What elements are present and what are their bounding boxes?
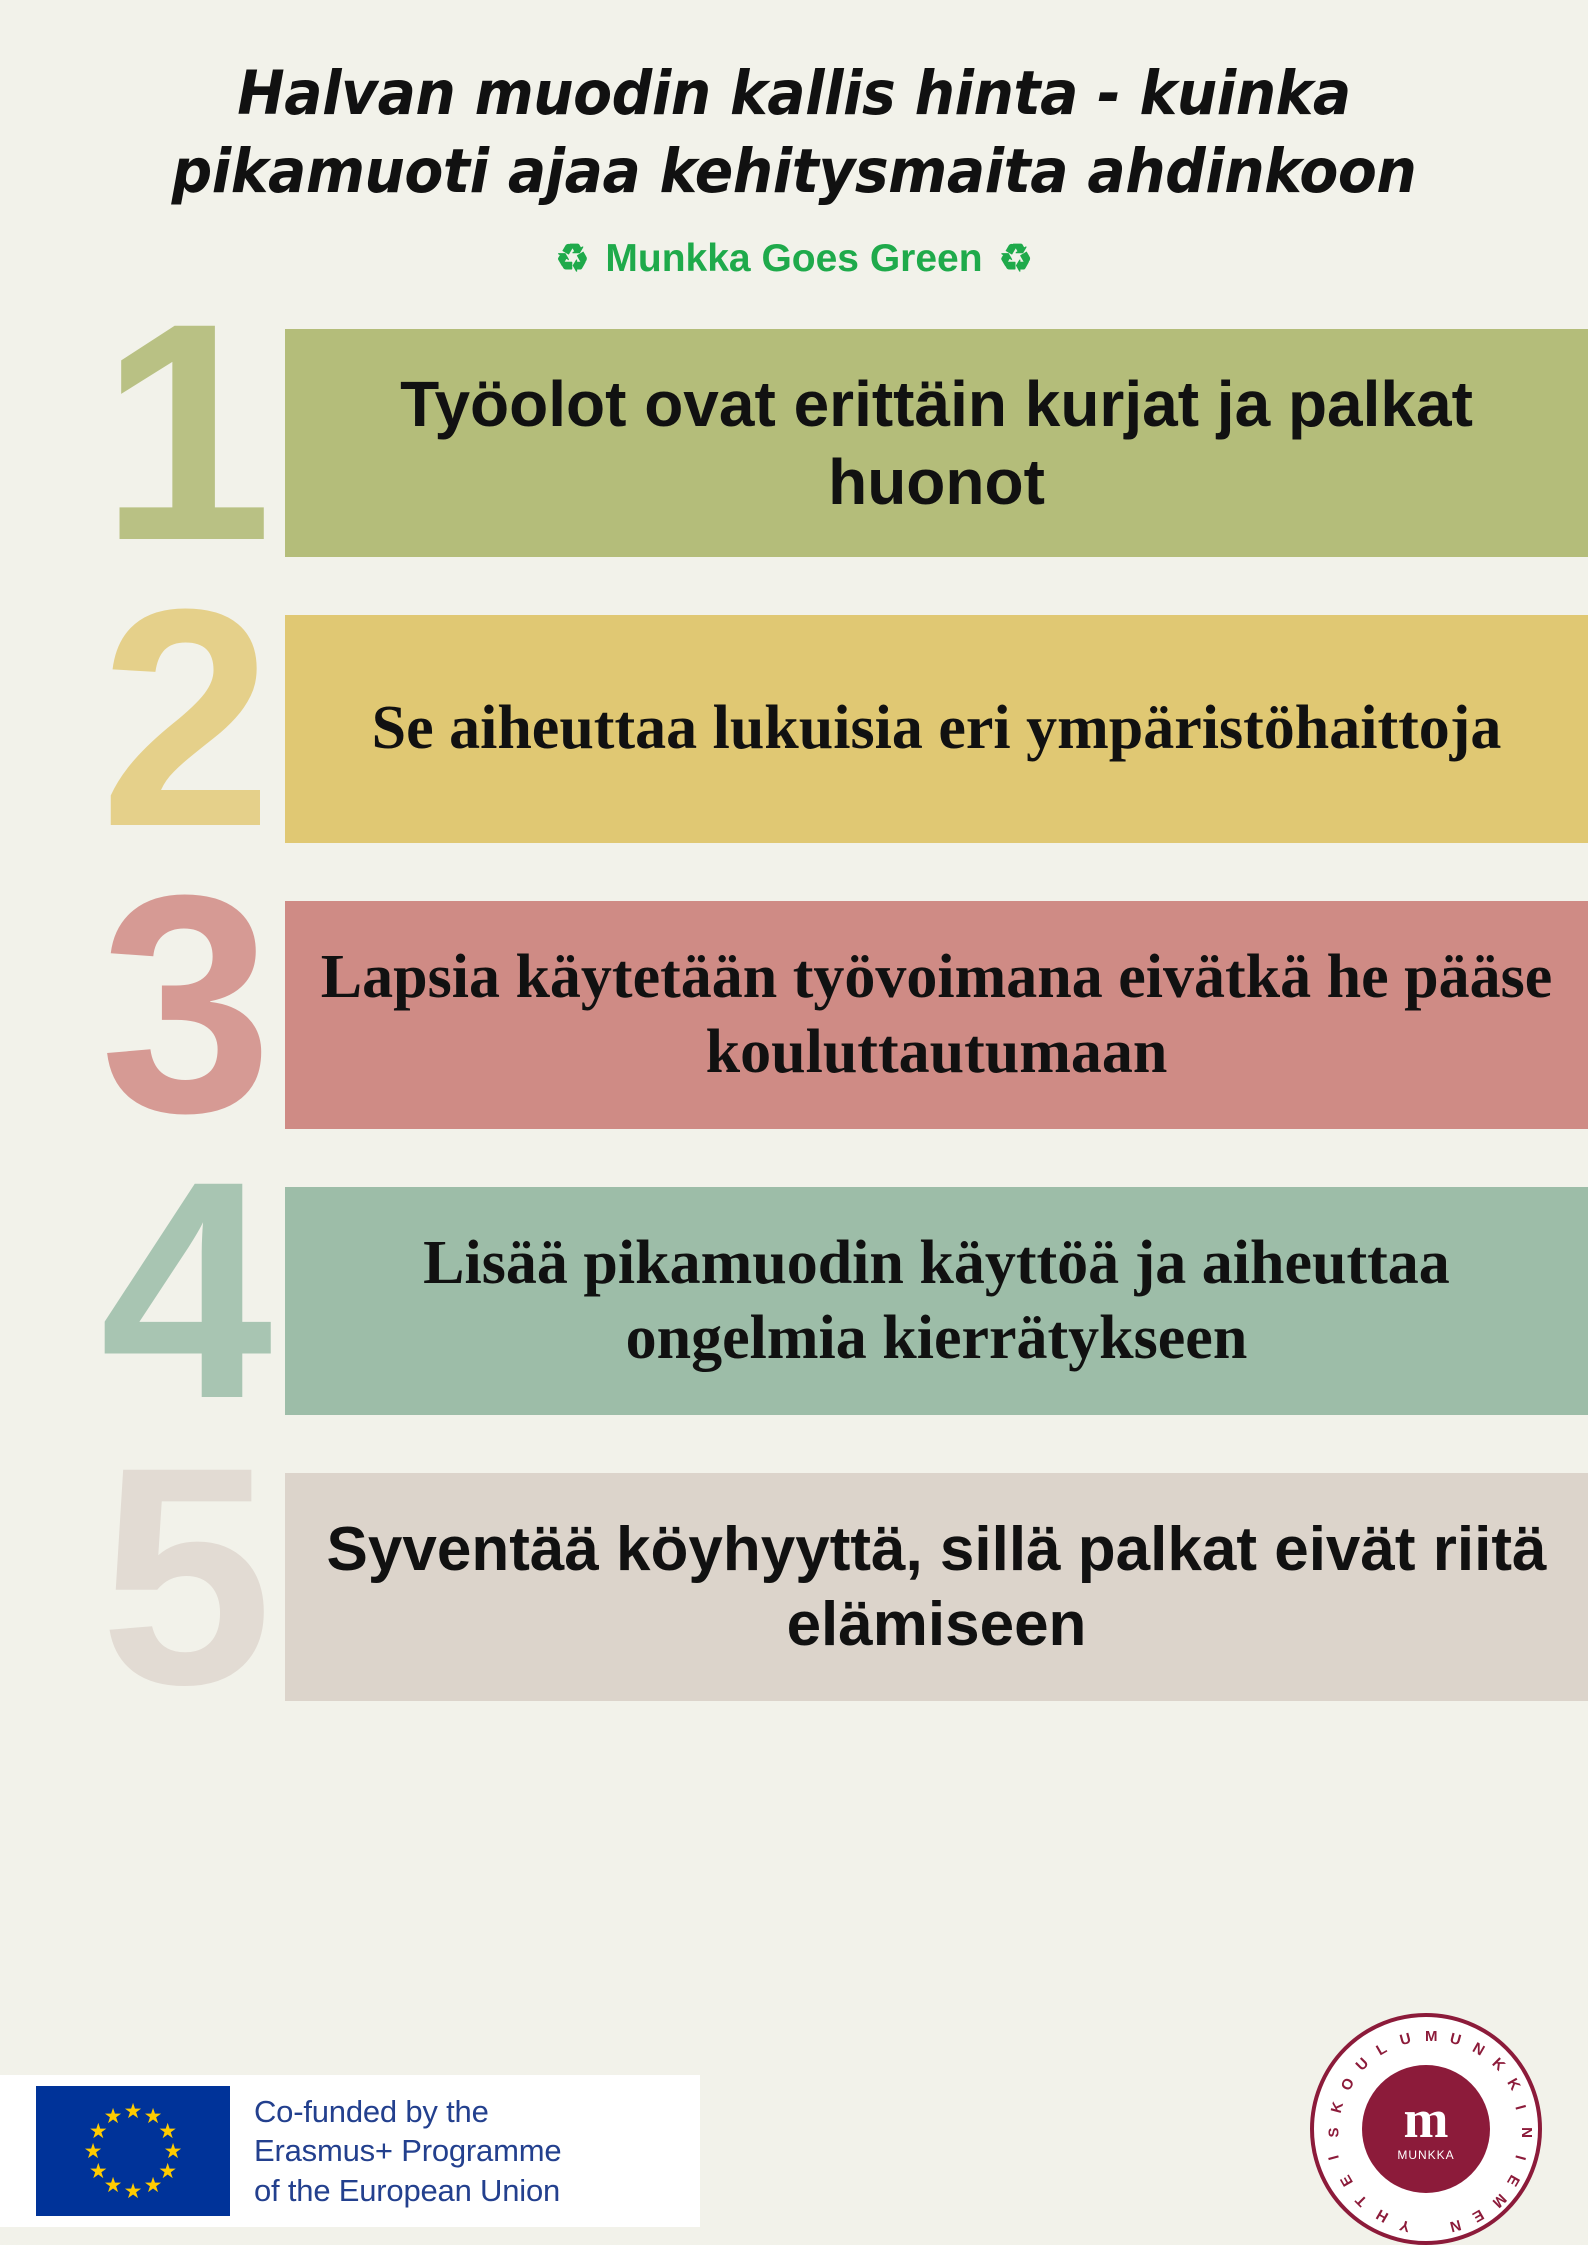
title-block — [0, 0, 1588, 281]
school-ring-letter: Y — [1398, 2215, 1413, 2235]
school-ring-letter: S — [1325, 2127, 1343, 2138]
eu-cofunding-text — [254, 2092, 561, 2210]
eu-cofunding-badge — [0, 2075, 700, 2227]
school-name-label: MUNKKA — [1397, 2148, 1455, 2162]
eu-text-line-1: Co-funded by the — [254, 2093, 489, 2129]
list-item-label: Lisää pikamuodin käyttöä ja aiheuttaa ongelmia kierrätykseen — [423, 1228, 1450, 1373]
subtitle-label: Munkka Goes Green — [605, 237, 983, 281]
list-item-bar — [285, 329, 1588, 557]
school-ring-letter: K — [1503, 2075, 1524, 2094]
list-item-label: Lapsia käytetään työvoimana eivätkä he pääse kouluttautumaan — [320, 942, 1553, 1087]
list-item — [0, 830, 1588, 1178]
school-ring-letter: H — [1373, 2205, 1392, 2226]
list-item-bar — [285, 615, 1588, 843]
school-ring-letter: U — [1398, 2030, 1413, 2050]
list-item-label: Työolot ovat erittäin kurjat ja palkat huonot — [400, 368, 1473, 519]
page-title: Halvan muodin kallis hinta - kuinka pikamuoti ajaa kehitysmaita ahdinkoon — [171, 58, 1417, 208]
school-ring-letter: E — [1469, 2205, 1487, 2226]
list-item — [0, 544, 1588, 892]
school-ring-letter: I — [1325, 2153, 1344, 2162]
school-ring-letter: E — [1337, 2171, 1357, 2190]
school-logo — [1310, 2013, 1542, 2245]
eu-star-icon: ★ — [143, 2104, 163, 2128]
school-ring-letter: L — [1373, 2039, 1390, 2060]
recycle-icon-left: ♻ — [555, 238, 590, 281]
eu-star-icon: ★ — [158, 2119, 178, 2143]
school-ring-letter: O — [1337, 2075, 1358, 2094]
list-item — [0, 1402, 1588, 1750]
list-item-bar — [285, 901, 1588, 1129]
list-item-number: 4 — [100, 1116, 273, 1464]
eu-star-icon: ★ — [103, 2174, 123, 2198]
list-item-bar — [285, 1187, 1588, 1415]
list-item-number: 2 — [100, 544, 273, 892]
list-item-number: 1 — [100, 258, 273, 606]
school-ring-letter: M — [1488, 2189, 1510, 2211]
eu-star-icon: ★ — [103, 2104, 123, 2128]
school-ring-letter: K — [1328, 2100, 1348, 2116]
school-ring-letter: N — [1447, 2215, 1463, 2235]
list-item-bar — [285, 1473, 1588, 1701]
school-ring-letter: N — [1469, 2039, 1488, 2060]
list-item-label: Se aiheuttaa lukuisia eri ympäristöhaittoja — [371, 694, 1502, 763]
list-item-label: Syventää köyhyyttä, sillä palkat eivät riitä elämiseen — [326, 1514, 1547, 1660]
school-ring-letter: T — [1352, 2191, 1371, 2210]
footer — [0, 2028, 1588, 2245]
school-ring-letter: U — [1352, 2054, 1373, 2075]
school-ring-letter: M — [1425, 2028, 1438, 2045]
eu-star-icon: ★ — [158, 2159, 178, 2183]
eu-star-icon: ★ — [143, 2174, 163, 2198]
list-item — [0, 1116, 1588, 1464]
school-ring-letter: I — [1511, 2103, 1529, 2112]
school-logo-emblem — [1362, 2065, 1490, 2193]
eu-star-icon: ★ — [123, 2179, 143, 2203]
eu-star-icon: ★ — [88, 2159, 108, 2183]
european-union-flag-icon — [36, 2086, 230, 2216]
school-ring-letter: E — [1503, 2171, 1523, 2190]
eu-star-icon: ★ — [163, 2139, 183, 2163]
eu-text-line-3: of the European Union — [254, 2172, 561, 2208]
eu-star-icon: ★ — [83, 2139, 103, 2163]
school-monogram: m — [1403, 2089, 1449, 2149]
subtitle — [60, 237, 1528, 281]
school-ring-letter: K — [1488, 2054, 1509, 2075]
list-item-number: 5 — [100, 1402, 273, 1750]
eu-text-line-2: Erasmus+ Programme — [254, 2133, 562, 2169]
school-ring-letter: U — [1447, 2030, 1463, 2050]
list-item-number: 3 — [100, 830, 273, 1178]
school-ring-letter: I — [1511, 2153, 1529, 2162]
eu-star-icon: ★ — [123, 2099, 143, 2123]
recycle-icon-right: ♻ — [998, 238, 1033, 281]
eu-star-icon: ★ — [88, 2119, 108, 2143]
school-ring-letter: N — [1517, 2127, 1535, 2138]
